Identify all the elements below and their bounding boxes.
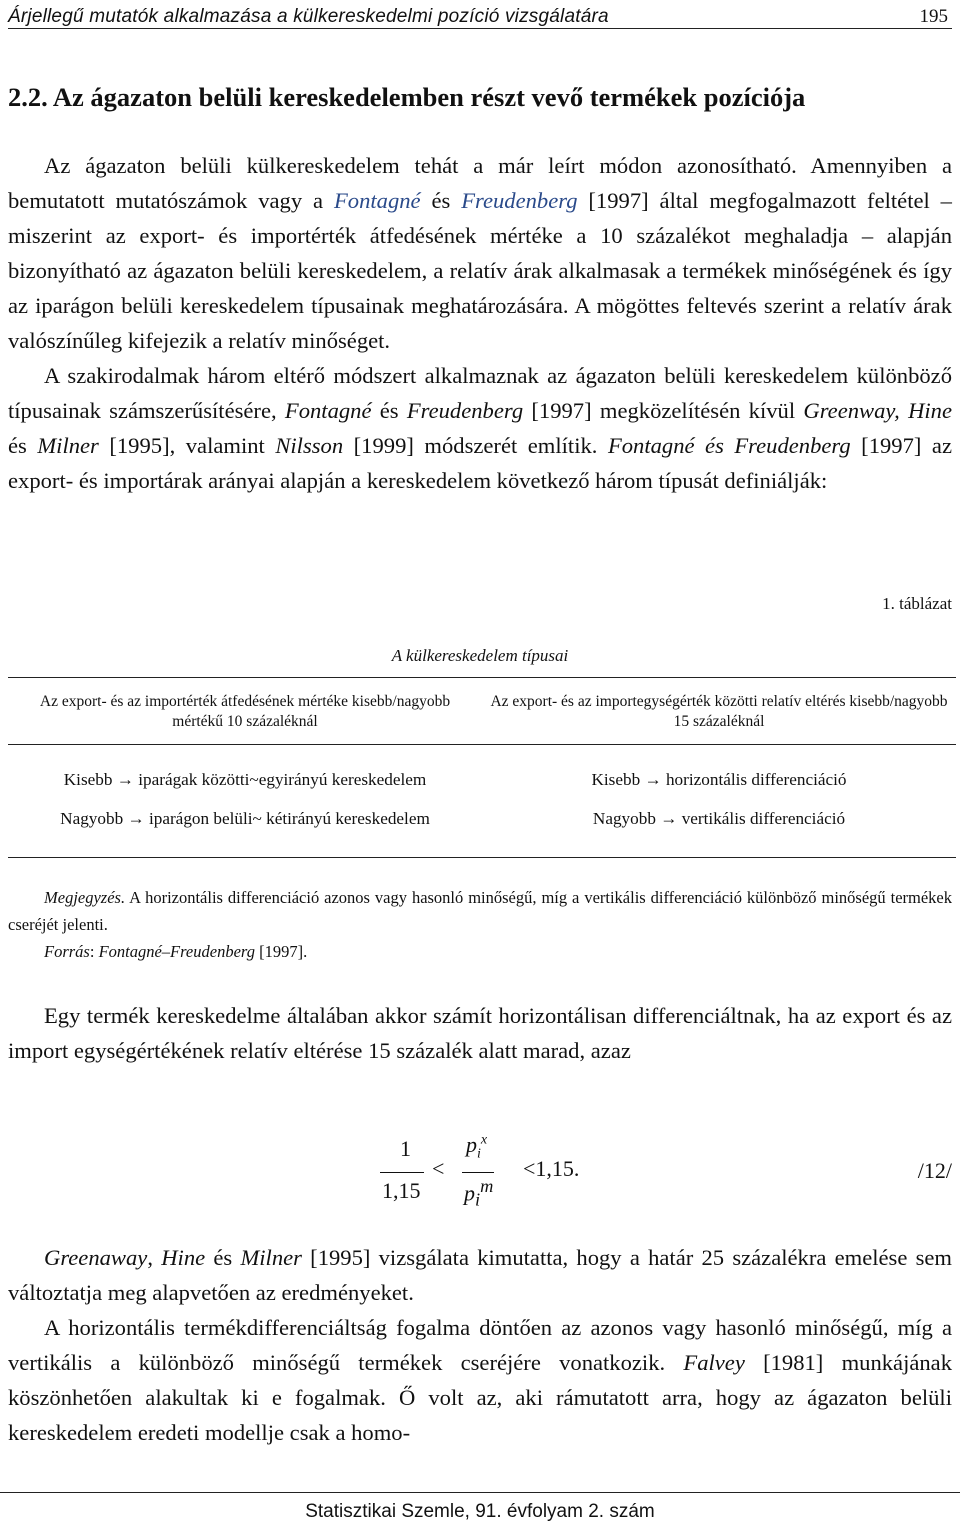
- table-cell: Nagyobb → iparágon belüli~ kétirányú kereskedelem: [8, 799, 482, 858]
- column-header: Az export- és az importérték átfedésének mértéke kisebb/nagyobb mértékű 10 százaléknál: [8, 678, 482, 745]
- table-row: [8, 799, 956, 858]
- author-name: Fontagné: [284, 398, 372, 423]
- fraction-numerator: 1: [400, 1136, 411, 1161]
- table-cell: Kisebb → horizontális differenciáció: [591, 770, 847, 789]
- paragraph-1: Az ágazaton belüli külkereskedelem tehát a már leírt módon azonosítható. Amennyiben a bemutatott mutatószámok vagy a Fontagné és Freudenberg [1997] által megfogalmazott feltétel – miszerint az export- és importérték átfedésének mértéke a 10 százalékot meghaladja – alapján bizonyítható az ágazaton belüli kereskedelem, a relatív árak alkalmasak a termékek minőségének és így az iparágon belüli kereskedelem típusainak meghatározására. A mögöttes feltevés szerint a relatív árak valószínűleg kifejezik a relatív minőséget.: [8, 153, 952, 353]
- less-than-sign: <: [432, 1156, 445, 1181]
- trade-types-table: [8, 677, 956, 858]
- upper-bound: <1,15.: [523, 1156, 580, 1181]
- running-header: [8, 4, 952, 29]
- author-name: Nilsson: [275, 433, 344, 458]
- table-note: [8, 884, 952, 965]
- table-title: A külkereskedelem típusai: [391, 646, 569, 665]
- author-name: Freudenberg: [461, 188, 578, 213]
- source-label: Forrás: [44, 942, 90, 961]
- author-name: Greenaway: [44, 1245, 148, 1270]
- table-cell: Kisebb → iparágak közötti~egyirányú kereskedelem: [63, 770, 427, 789]
- column-header: Az export- és az importegységérték közötti relatív eltérés kisebb/nagyobb 15 százaléknál: [482, 678, 956, 745]
- table-header-row: [8, 678, 956, 745]
- fraction-bar: [380, 1172, 424, 1173]
- author-name: Hine: [161, 1245, 206, 1270]
- paragraph-2: A szakirodalmak három eltérő módszert alkalmaznak az ágazaton belüli kereskedelem különböző típusainak számszerűsítésére, Fontagné és Freudenberg [1997] megközelítésén kívül Greenway, Hine és Milner [1995], valamint Nilsson [1999] módszerét említik. Fontagné és Freudenberg [1997] az export- és importárak arányai alapján a kereskedelem következő három típusát definiálják:: [8, 363, 952, 493]
- table-cell: Nagyobb → vertikális differenciáció: [482, 799, 956, 858]
- table-number: 1. táblázat: [882, 594, 952, 613]
- body-text-3: [8, 1240, 952, 1450]
- body-text-1: [8, 148, 952, 498]
- note-label: Megjegyzés.: [44, 888, 126, 907]
- source-author: Fontagné–Freudenberg: [98, 942, 255, 961]
- author-name: Fontagné és Freudenberg: [607, 433, 851, 458]
- import-price: $p_i^m$: [464, 1176, 494, 1210]
- page-footer: [0, 1492, 960, 1527]
- author-name: Fontagné: [333, 188, 421, 213]
- fraction-denominator: 1,15: [382, 1178, 421, 1203]
- table-row: [8, 745, 956, 800]
- author-name: Milner: [37, 433, 99, 458]
- journal-citation: Statisztikai Szemle, 91. évfolyam 2. szám: [305, 1501, 655, 1522]
- equation-12: [378, 1132, 958, 1214]
- equation-number: /12/: [917, 1158, 952, 1183]
- running-header-title: Árjellegű mutatók alkalmazása a külkereskedelmi pozíció vizsgálatára: [8, 6, 609, 27]
- source-line: Forrás: Fontagné–Freudenberg [1997].: [44, 942, 308, 961]
- author-name: Milner: [240, 1245, 302, 1270]
- body-text-2: [8, 998, 952, 1068]
- note-text: Megjegyzés. A horizontális differenciáció azonos vagy hasonló minőségű, míg a vertikális differenciáció különböző minőségű termékek cseréjét jelenti.: [8, 888, 952, 934]
- author-name: Greenway, Hine: [803, 398, 952, 423]
- page-number: 195: [919, 6, 948, 27]
- fraction-bar: [462, 1172, 494, 1173]
- paragraph-3: Egy termék kereskedelme általában akkor számít horizontálisan differenciáltnak, ha az export és az import egységértékének relatív eltérése 15 százalék alatt marad, azaz: [8, 1003, 952, 1063]
- author-name: Freudenberg: [406, 398, 524, 423]
- section-heading: 2.2. Az ágazaton belüli kereskedelemben részt vevő termékek pozíciója: [8, 82, 806, 112]
- paragraph-5: A horizontális termékdifferenciáltság fogalma döntően az azonos vagy hasonló minőségű, míg a vertikális a különböző minőségű termékek cseréjére vonatkozik. Falvey [1981] munkájának köszönhetően alakultak ki e fogalmak. Ő volt az, aki rámutatott arra, hogy az ágazaton belüli kereskedelem eredeti modellje csak a homo-: [8, 1315, 952, 1445]
- paragraph-4: Greenaway, Hine és Milner [1995] vizsgálata kimutatta, hogy a határ 25 százalékra emelése sem változtatja meg alapvetően az eredményeket.: [8, 1245, 952, 1305]
- author-name: Falvey: [683, 1350, 745, 1375]
- export-price: $p_i^x$: [466, 1132, 488, 1162]
